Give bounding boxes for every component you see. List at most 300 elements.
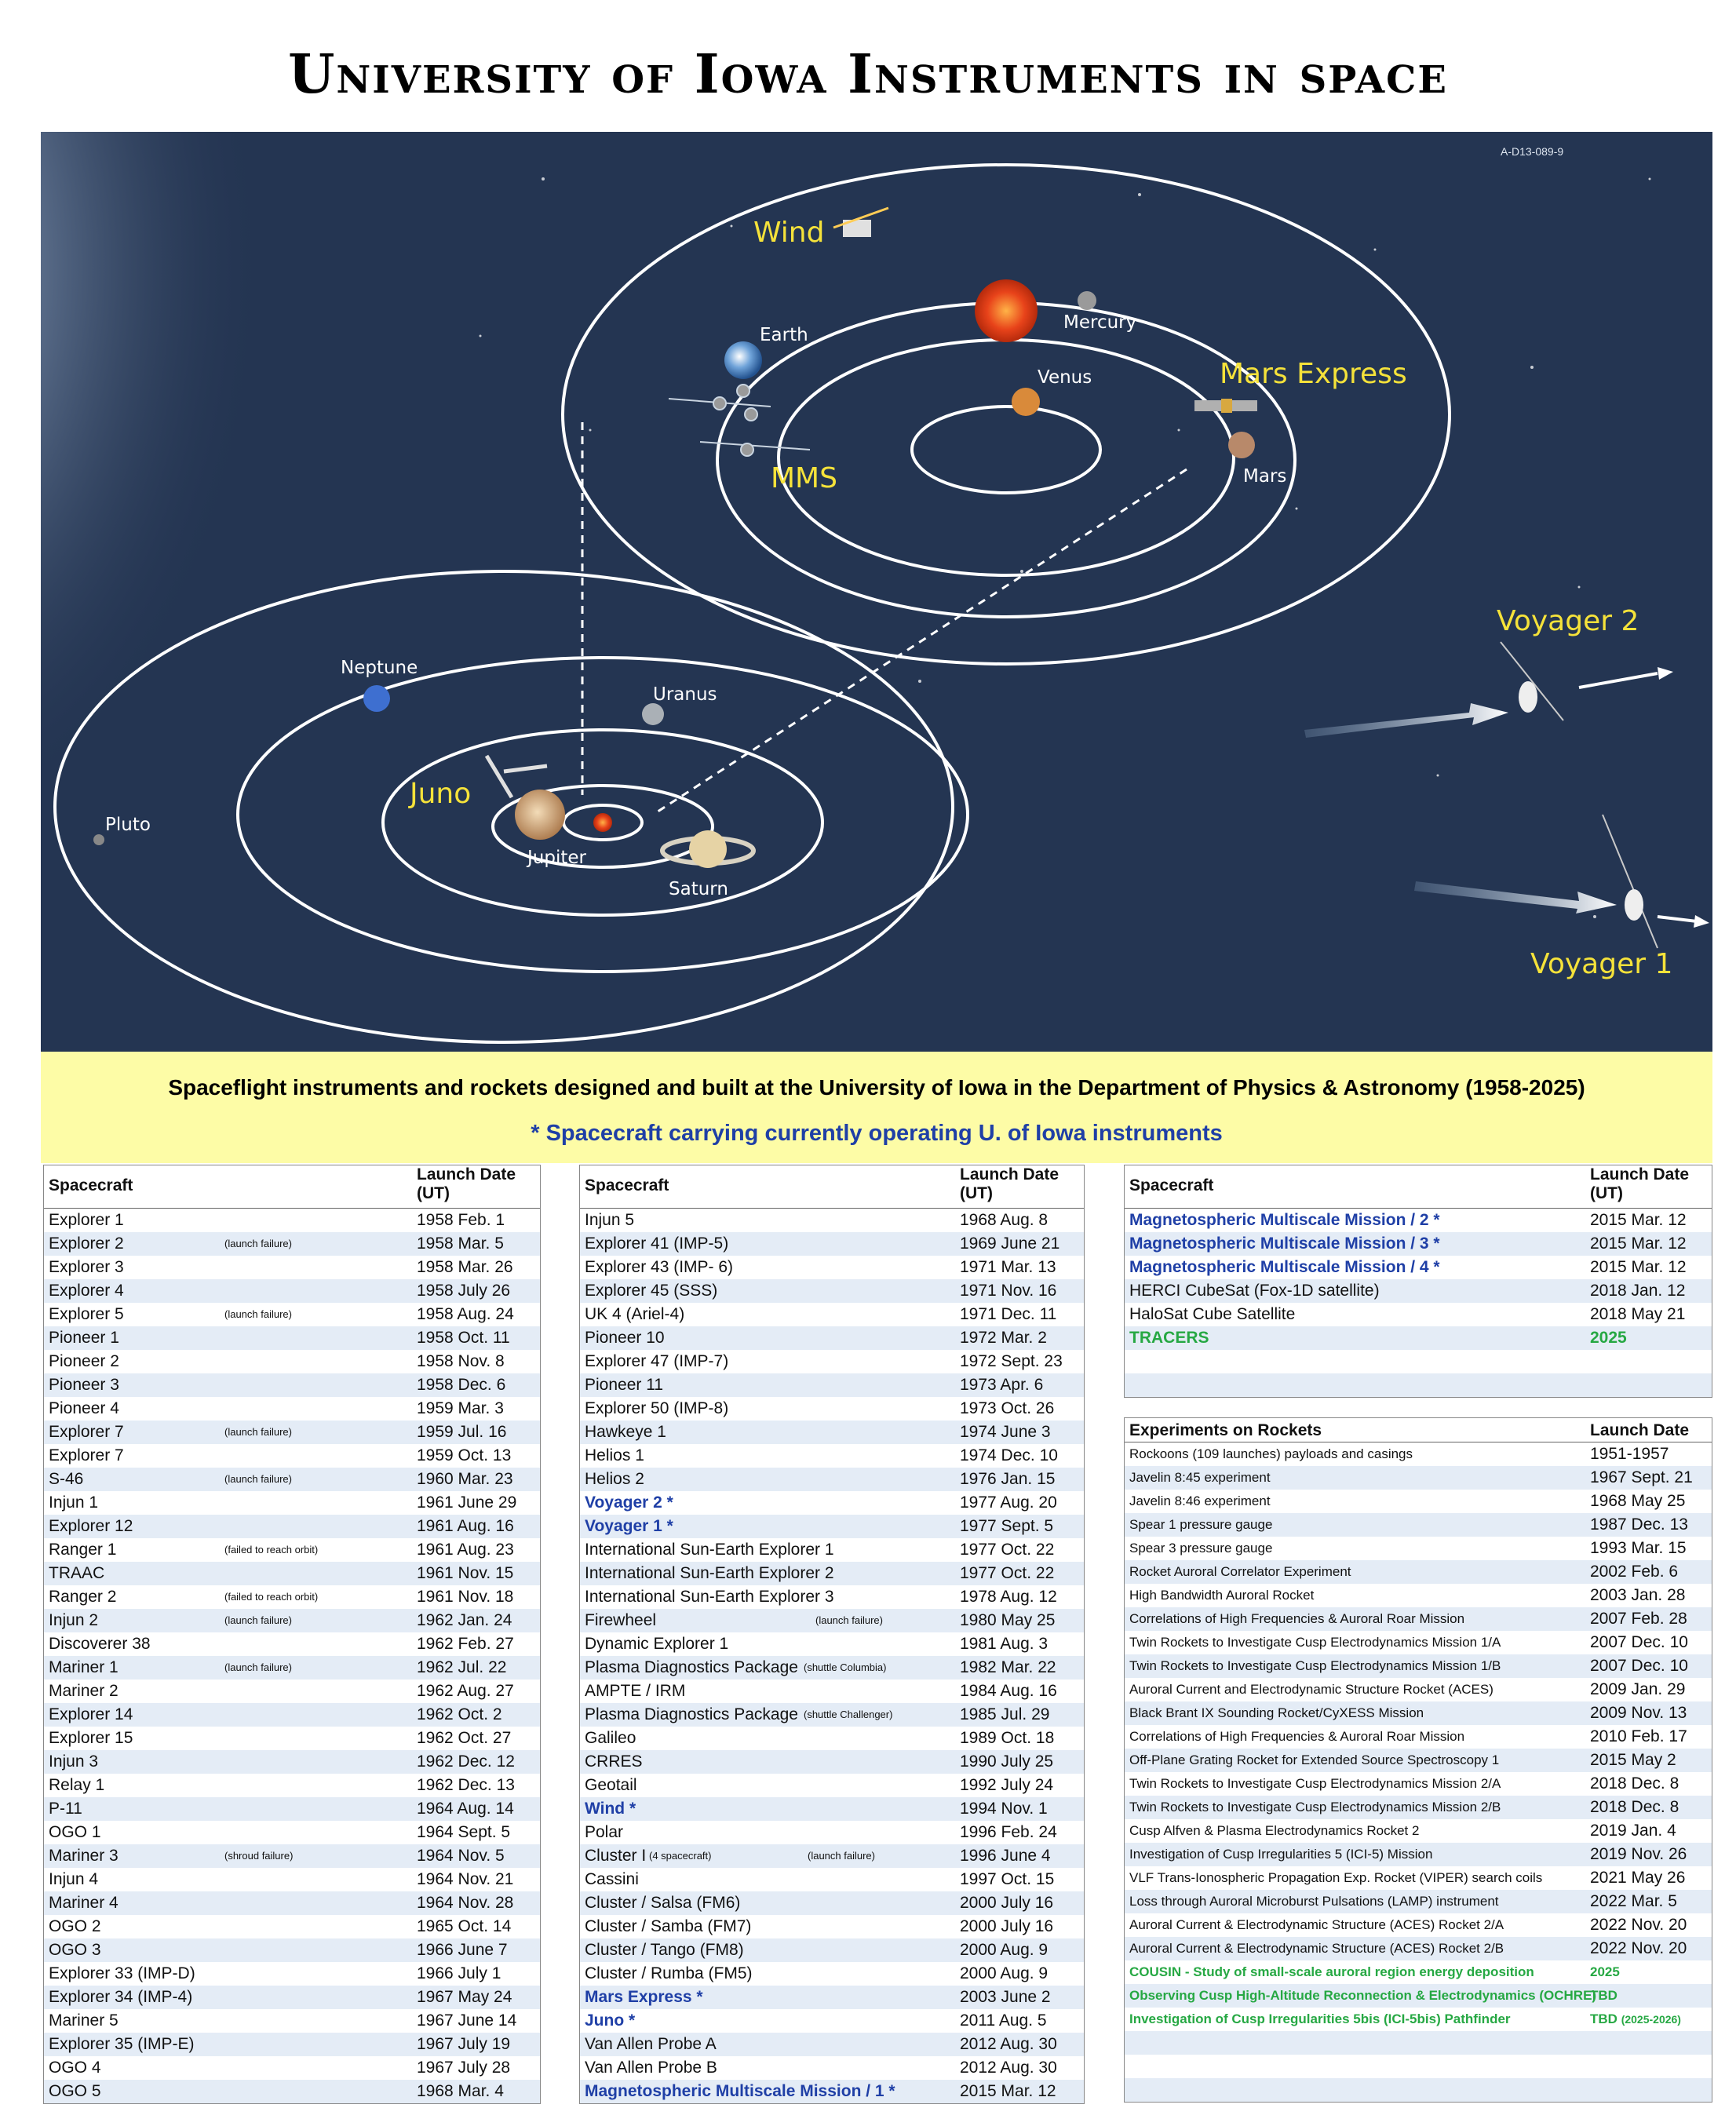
row-name: Black Brant IX Sounding Rocket/CyXESS Mission — [1129, 1705, 1424, 1720]
row-date: 1964 Nov. 21 — [417, 1870, 514, 1888]
row-name: Helios 2 — [585, 1470, 644, 1488]
table-row — [580, 1585, 1084, 1609]
row-date: TBD (2025-2026) — [1590, 2011, 1681, 2026]
table-row — [1125, 1749, 1712, 1772]
table-row — [580, 1421, 1084, 1444]
juno-label: Juno — [410, 778, 472, 810]
row-date: 2009 Nov. 13 — [1590, 1704, 1687, 1722]
table-row — [44, 1350, 540, 1373]
sun-icon — [975, 279, 1038, 342]
table-row — [1125, 1654, 1712, 1678]
row-name: Pioneer 1 — [49, 1329, 119, 1347]
table-row — [44, 1421, 540, 1444]
row-date: 1962 Jan. 24 — [417, 1611, 512, 1629]
table-row — [580, 1373, 1084, 1397]
row-note: (launch failure) — [224, 1238, 292, 1249]
row-name: High Bandwidth Auroral Rocket — [1129, 1588, 1315, 1603]
row-date: 1967 June 14 — [417, 2011, 517, 2030]
row-name: Magnetospheric Multiscale Mission / 3 * — [1129, 1235, 1440, 1253]
row-name: Cluster / Salsa (FM6) — [585, 1894, 741, 1912]
table-row — [44, 1656, 540, 1680]
row-name: Van Allen Probe B — [585, 2059, 717, 2077]
row-name: Pioneer 10 — [585, 1329, 665, 1347]
row-name: Correlations of High Frequencies & Auroral Roar Mission — [1129, 1611, 1465, 1626]
row-date: 1962 Aug. 27 — [417, 1682, 514, 1700]
row-name: OGO 1 — [49, 1823, 101, 1841]
row-date: 2015 Mar. 12 — [1590, 1258, 1687, 1276]
table-row — [44, 1538, 540, 1562]
row-date: 1958 Mar. 26 — [417, 1258, 513, 1276]
row-date: 1980 May 25 — [960, 1611, 1056, 1629]
row-date: 1962 Oct. 2 — [417, 1705, 502, 1723]
row-date: 2022 Mar. 5 — [1590, 1892, 1677, 1910]
row-name: Investigation of Cusp Irregularities 5 (ICI-5) Mission — [1129, 1847, 1433, 1862]
row-name: Explorer 2 — [49, 1235, 124, 1253]
row-name: Cluster / Samba (FM7) — [585, 1917, 752, 1935]
banner-asterisk-note: * Spacecraft carrying currently operating U. of Iowa instruments — [531, 1121, 1223, 1146]
row-name: Rocket Auroral Correlator Experiment — [1129, 1564, 1351, 1579]
row-name: Mariner 1 — [49, 1658, 119, 1676]
row-name: Magnetospheric Multiscale Mission / 4 * — [1129, 1258, 1440, 1276]
row-name: OGO 4 — [49, 2059, 101, 2077]
row-name: AMPTE / IRM — [585, 1682, 686, 1700]
row-name: Twin Rockets to Investigate Cusp Electrodynamics Mission 2/A — [1129, 1776, 1501, 1791]
row-date: 2012 Aug. 30 — [960, 2035, 1057, 2053]
table-row — [580, 1656, 1084, 1680]
row-date: 1969 June 21 — [960, 1235, 1060, 1253]
row-name: Plasma Diagnostics Package — [585, 1705, 798, 1723]
table-row — [1125, 1279, 1712, 1303]
table-row — [580, 1350, 1084, 1373]
table-row — [580, 1538, 1084, 1562]
row-date: 1977 Oct. 22 — [960, 1564, 1055, 1582]
row-name: Relay 1 — [49, 1776, 105, 1794]
row-name: Explorer 1 — [49, 1211, 124, 1229]
row-name: Cluster / Rumba (FM5) — [585, 1964, 753, 1982]
table-row — [580, 1326, 1084, 1350]
table-row — [580, 1232, 1084, 1256]
table-row — [44, 1774, 540, 1797]
row-date: 1974 June 3 — [960, 1423, 1051, 1441]
row-name: Twin Rockets to Investigate Cusp Electrodynamics Mission 1/B — [1129, 1658, 1501, 1673]
row-date: 2003 Jan. 28 — [1590, 1586, 1686, 1604]
table-row — [44, 1303, 540, 1326]
table-row — [1125, 1819, 1712, 1843]
row-date: 1966 June 7 — [417, 1941, 508, 1959]
row-date: 1972 Mar. 2 — [960, 1329, 1047, 1347]
row-note: (shroud failure) — [224, 1850, 294, 1862]
row-date: 1971 Dec. 11 — [960, 1305, 1057, 1323]
row-name: Pioneer 4 — [49, 1399, 119, 1417]
row-name: Explorer 43 (IMP- 6) — [585, 1258, 734, 1276]
row-name: Twin Rockets to Investigate Cusp Electrodynamics Mission 1/A — [1129, 1635, 1501, 1650]
row-date: 1984 Aug. 16 — [960, 1682, 1057, 1700]
table-header: Experiments on Rockets Launch Date — [1125, 1418, 1712, 1442]
wind-label: Wind — [753, 217, 825, 249]
row-name: Auroral Current & Electrodynamic Structure (ACES) Rocket 2/A — [1129, 1917, 1504, 1932]
row-name: Injun 3 — [49, 1752, 99, 1771]
row-name: Helios 1 — [585, 1446, 644, 1464]
table-row — [1125, 1631, 1712, 1654]
row-name: Correlations of High Frequencies & Auroral Roar Mission — [1129, 1729, 1465, 1744]
row-date: 1990 July 25 — [960, 1752, 1054, 1771]
row-date: 1962 Jul. 22 — [417, 1658, 507, 1676]
row-name: Injun 1 — [49, 1494, 99, 1512]
table-row — [580, 1397, 1084, 1421]
row-date: 1967 July 19 — [417, 2035, 511, 2053]
table-header: Spacecraft Launch Date (UT) — [1125, 1165, 1712, 1209]
table-row — [44, 1397, 540, 1421]
row-note: (launch failure) — [815, 1614, 883, 1626]
row-name: International Sun-Earth Explorer 2 — [585, 1564, 834, 1582]
row-name: Pioneer 2 — [49, 1352, 119, 1370]
row-date: 2019 Nov. 26 — [1590, 1845, 1687, 1863]
table-row — [580, 1891, 1084, 1915]
table-row — [1125, 1513, 1712, 1537]
uranus-icon — [642, 703, 664, 725]
row-date: 2019 Jan. 4 — [1590, 1822, 1676, 1840]
table-row — [44, 2009, 540, 2033]
row-date: 1964 Nov. 28 — [417, 1894, 514, 1912]
row-name: Cluster / Tango (FM8) — [585, 1941, 744, 1959]
row-name: Plasma Diagnostics Package — [585, 1658, 798, 1676]
row-name: CRRES — [585, 1752, 643, 1771]
table-row — [44, 1491, 540, 1515]
table-row — [1125, 1843, 1712, 1866]
figure-id: A-D13-089-9 — [1501, 145, 1564, 158]
row-date: 1958 Feb. 1 — [417, 1211, 505, 1229]
row-note: (launch failure) — [224, 1661, 292, 1673]
neptune-label: Neptune — [341, 658, 418, 678]
row-name: Galileo — [585, 1729, 636, 1747]
row-date: 2012 Aug. 30 — [960, 2059, 1057, 2077]
row-date: 2018 Jan. 12 — [1590, 1282, 1686, 1300]
table-row — [1125, 1490, 1712, 1513]
row-name: COUSIN - Study of small-scale auroral region energy deposition — [1129, 1964, 1534, 1979]
row-name: Javelin 8:45 experiment — [1129, 1470, 1271, 1485]
row-date: 1962 Oct. 27 — [417, 1729, 512, 1747]
row-date: 1961 Nov. 18 — [417, 1588, 514, 1606]
table-row — [580, 1727, 1084, 1750]
row-date: 1977 Aug. 20 — [960, 1494, 1057, 1512]
neptune-icon — [363, 685, 390, 712]
row-date: 1974 Dec. 10 — [960, 1446, 1058, 1464]
table-row — [44, 2056, 540, 2080]
table-row — [580, 1279, 1084, 1303]
uranus-label: Uranus — [653, 684, 717, 705]
row-date: 2007 Dec. 10 — [1590, 1633, 1688, 1651]
table-row — [44, 1279, 540, 1303]
row-name: Mariner 5 — [49, 2011, 119, 2030]
row-name: Discoverer 38 — [49, 1635, 151, 1653]
row-date: 1996 June 4 — [960, 1847, 1051, 1865]
table-row — [1125, 1326, 1712, 1350]
row-name: Magnetospheric Multiscale Mission / 1 * — [585, 2082, 895, 2100]
table-row — [1125, 1866, 1712, 1890]
row-name: VLF Trans-Ionospheric Propagation Exp. Rocket (VIPER) search coils — [1129, 1870, 1543, 1885]
row-name: Pioneer 11 — [585, 1376, 664, 1394]
table-row — [1125, 1232, 1712, 1256]
jupiter-icon — [515, 790, 565, 840]
row-name: Explorer 34 (IMP-4) — [49, 1988, 193, 2006]
spacecraft-table-3 — [1124, 1165, 1712, 1398]
row-name: Rockoons (109 launches) payloads and casings — [1129, 1446, 1413, 1461]
row-date: 2015 Mar. 12 — [960, 2082, 1056, 2100]
venus-icon — [1012, 388, 1040, 416]
table-row — [44, 1938, 540, 1962]
table-row — [1125, 1466, 1712, 1490]
table-row — [44, 1797, 540, 1821]
row-name: HaloSat Cube Satellite — [1129, 1305, 1296, 1323]
row-name: Explorer 12 — [49, 1517, 133, 1535]
table-row — [44, 1915, 540, 1938]
table-row — [44, 1515, 540, 1538]
row-name: Explorer 7 — [49, 1423, 124, 1441]
table-row — [580, 1821, 1084, 1844]
row-date: 1965 Oct. 14 — [417, 1917, 512, 1935]
table-row — [1125, 2055, 1712, 2078]
table-row — [1125, 2008, 1712, 2031]
banner-heading: Spaceflight instruments and rockets designed and built at the University of Iowa in the Department of Physics & Astronomy (1958-2025) — [168, 1075, 1585, 1100]
row-note: (shuttle Columbia) — [804, 1661, 887, 1673]
row-name: Magnetospheric Multiscale Mission / 2 * — [1129, 1211, 1440, 1229]
table-row — [44, 2080, 540, 2103]
table-row — [580, 1797, 1084, 1821]
row-name: P-11 — [49, 1800, 82, 1818]
table-row — [580, 1750, 1084, 1774]
mercury-label: Mercury — [1063, 312, 1137, 333]
row-name: Van Allen Probe A — [585, 2035, 717, 2053]
table-row — [580, 1986, 1084, 2009]
row-name: Hawkeye 1 — [585, 1423, 666, 1441]
table-row — [1125, 1442, 1712, 1466]
row-date: 2015 Mar. 12 — [1590, 1211, 1687, 1229]
table-header: Spacecraft Launch Date (UT) — [580, 1165, 1084, 1209]
outer-sun-icon — [593, 813, 612, 832]
table-row — [44, 1962, 540, 1986]
table-row — [1125, 1678, 1712, 1701]
table-row — [44, 1727, 540, 1750]
table-row — [580, 1915, 1084, 1938]
table-header: Spacecraft Launch Date (UT) — [44, 1165, 540, 1209]
row-date: 1964 Sept. 5 — [417, 1823, 511, 1841]
row-date: 2009 Jan. 29 — [1590, 1680, 1686, 1698]
row-name: TRAAC — [49, 1564, 105, 1582]
row-name: Cassini — [585, 1870, 639, 1888]
row-date: 2007 Feb. 28 — [1590, 1610, 1687, 1628]
table-row — [580, 1209, 1084, 1232]
row-name: Explorer 41 (IMP-5) — [585, 1235, 729, 1253]
table-row — [44, 1750, 540, 1774]
row-date: 1982 Mar. 22 — [960, 1658, 1056, 1676]
table-row — [44, 1868, 540, 1891]
row-name: Pioneer 3 — [49, 1376, 119, 1394]
mars-icon — [1228, 432, 1255, 458]
row-date: 1960 Mar. 23 — [417, 1470, 513, 1488]
table-row — [1125, 2078, 1712, 2102]
table-row — [580, 1774, 1084, 1797]
table-row — [1125, 1725, 1712, 1749]
row-name: Loss through Auroral Microburst Pulsations (LAMP) instrument — [1129, 1894, 1499, 1909]
table-row — [580, 2080, 1084, 2103]
row-date: 1977 Oct. 22 — [960, 1541, 1055, 1559]
row-name: Mariner 4 — [49, 1894, 119, 1912]
row-date: 1985 Jul. 29 — [960, 1705, 1050, 1723]
row-date: 1961 Aug. 16 — [417, 1517, 514, 1535]
row-name: Explorer 50 (IMP-8) — [585, 1399, 729, 1417]
row-name: Cusp Alfven & Plasma Electrodynamics Rocket 2 — [1129, 1823, 1420, 1838]
row-date: 1962 Dec. 12 — [417, 1752, 515, 1771]
row-name: Javelin 8:46 experiment — [1129, 1494, 1271, 1508]
table-row — [1125, 1937, 1712, 1960]
row-name: TRACERS — [1129, 1329, 1209, 1347]
table-row — [1125, 1373, 1712, 1397]
row-date: 2018 Dec. 8 — [1590, 1774, 1679, 1793]
row-note: (failed to reach orbit) — [224, 1544, 319, 1556]
table-row — [580, 1680, 1084, 1703]
table-row — [1125, 1913, 1712, 1937]
row-date: 2025 — [1590, 1329, 1627, 1347]
venus-label: Venus — [1038, 367, 1092, 388]
row-date: 2021 May 26 — [1590, 1869, 1686, 1887]
row-date: 1964 Aug. 14 — [417, 1800, 514, 1818]
row-name: Injun 5 — [585, 1211, 635, 1229]
spacecraft-table-2 — [579, 1165, 1085, 2104]
row-name: Polar — [585, 1823, 624, 1841]
row-date: 2003 June 2 — [960, 1988, 1051, 2006]
row-name: Ranger 2 — [49, 1588, 117, 1606]
row-name: Dynamic Explorer 1 — [585, 1635, 729, 1653]
row-name: Injun 4 — [49, 1870, 99, 1888]
table-row — [44, 1209, 540, 1232]
table-row — [44, 1986, 540, 2009]
row-date: 1976 Jan. 15 — [960, 1470, 1056, 1488]
row-name: OGO 3 — [49, 1941, 101, 1959]
table-row — [44, 1256, 540, 1279]
row-name: Geotail — [585, 1776, 637, 1794]
table-row — [580, 2056, 1084, 2080]
row-note: (launch failure) — [224, 1473, 292, 1485]
pluto-icon — [93, 834, 104, 845]
table-row — [580, 1562, 1084, 1585]
table-row — [580, 2033, 1084, 2056]
row-date: 1958 Mar. 5 — [417, 1235, 504, 1253]
row-note: (launch failure) — [808, 1850, 875, 1862]
mercury-icon — [1078, 291, 1096, 310]
row-date: 1971 Mar. 13 — [960, 1258, 1056, 1276]
row-date: 2018 Dec. 8 — [1590, 1798, 1679, 1816]
row-name: Explorer 5 — [49, 1305, 124, 1323]
table-row — [44, 1632, 540, 1656]
row-note: (launch failure) — [224, 1308, 292, 1320]
table-row — [580, 1844, 1084, 1868]
row-note: (launch failure) — [224, 1426, 292, 1438]
table-row — [580, 1632, 1084, 1656]
row-name: Explorer 47 (IMP-7) — [585, 1352, 729, 1370]
row-date: 1968 Mar. 4 — [417, 2082, 504, 2100]
legend-banner — [41, 1052, 1712, 1163]
table-row — [580, 1256, 1084, 1279]
row-date: 1968 May 25 — [1590, 1492, 1686, 1510]
row-note: (shuttle Challenger) — [804, 1709, 893, 1720]
row-date: 2000 July 16 — [960, 1917, 1054, 1935]
row-date: 1981 Aug. 3 — [960, 1635, 1049, 1653]
row-date: 1987 Dec. 13 — [1590, 1515, 1688, 1534]
table-row — [580, 2009, 1084, 2033]
row-name: Explorer 7 — [49, 1446, 124, 1464]
row-date: 1997 Oct. 15 — [960, 1870, 1055, 1888]
table-row — [1125, 2031, 1712, 2055]
row-date: 2025 — [1590, 1964, 1620, 1979]
row-date: 1989 Oct. 18 — [960, 1729, 1055, 1747]
voyager-1-label: Voyager 1 — [1530, 948, 1673, 980]
row-date: 1958 Nov. 8 — [417, 1352, 505, 1370]
table-row — [1125, 1772, 1712, 1796]
row-name: Juno * — [585, 2011, 636, 2030]
row-name: Twin Rockets to Investigate Cusp Electrodynamics Mission 2/B — [1129, 1800, 1501, 1814]
row-name: Injun 2 — [49, 1611, 99, 1629]
table-row — [44, 1680, 540, 1703]
row-note: (launch failure) — [224, 1614, 292, 1626]
table-row — [1125, 1584, 1712, 1607]
row-name: Spear 1 pressure gauge — [1129, 1517, 1273, 1532]
jupiter-label: Jupiter — [527, 848, 586, 868]
row-date: 1958 Dec. 6 — [417, 1376, 506, 1394]
earth-icon — [724, 341, 762, 379]
table-row — [44, 1609, 540, 1632]
row-date: 1978 Aug. 12 — [960, 1588, 1057, 1606]
table-row — [1125, 1560, 1712, 1584]
row-date: 1959 Jul. 16 — [417, 1423, 507, 1441]
row-name: HERCI CubeSat (Fox-1D satellite) — [1129, 1282, 1380, 1300]
row-date: 2000 July 16 — [960, 1894, 1054, 1912]
row-date: 1959 Mar. 3 — [417, 1399, 504, 1417]
row-date: 1972 Sept. 23 — [960, 1352, 1063, 1370]
spacecraft-table-1 — [43, 1165, 541, 2104]
table-row — [580, 1938, 1084, 1962]
row-date: 1967 July 28 — [417, 2059, 511, 2077]
row-date: 2011 Aug. 5 — [960, 2011, 1047, 2030]
row-date: 1994 Nov. 1 — [960, 1800, 1048, 1818]
row-name: Mariner 2 — [49, 1682, 119, 1700]
table-row — [1125, 1303, 1712, 1326]
table-row — [580, 1868, 1084, 1891]
table-row — [1125, 1960, 1712, 1984]
mms-label: MMS — [771, 462, 837, 494]
row-name: Voyager 2 * — [585, 1494, 673, 1512]
table-row — [44, 1562, 540, 1585]
mars-express-label: Mars Express — [1220, 358, 1407, 390]
table-row — [580, 1303, 1084, 1326]
row-name: Wind * — [585, 1800, 636, 1818]
row-name: Cluster I — [585, 1847, 647, 1865]
table-row — [44, 1821, 540, 1844]
row-date: 1958 July 26 — [417, 1282, 511, 1300]
row-date: 1966 July 1 — [417, 1964, 501, 1982]
table-row — [1125, 1890, 1712, 1913]
row-date: 1993 Mar. 15 — [1590, 1539, 1687, 1557]
row-date: 1962 Dec. 13 — [417, 1776, 515, 1794]
row-name: Explorer 14 — [49, 1705, 133, 1723]
row-name: Investigation of Cusp Irregularities 5bis (ICI-5bis) Pathfinder — [1129, 2011, 1511, 2026]
table-row — [44, 1703, 540, 1727]
row-note: (failed to reach orbit) — [224, 1591, 319, 1603]
table-row — [44, 1585, 540, 1609]
table-row — [44, 1373, 540, 1397]
table-row — [1125, 1984, 1712, 2008]
table-row — [44, 1444, 540, 1468]
row-name: OGO 5 — [49, 2082, 101, 2100]
